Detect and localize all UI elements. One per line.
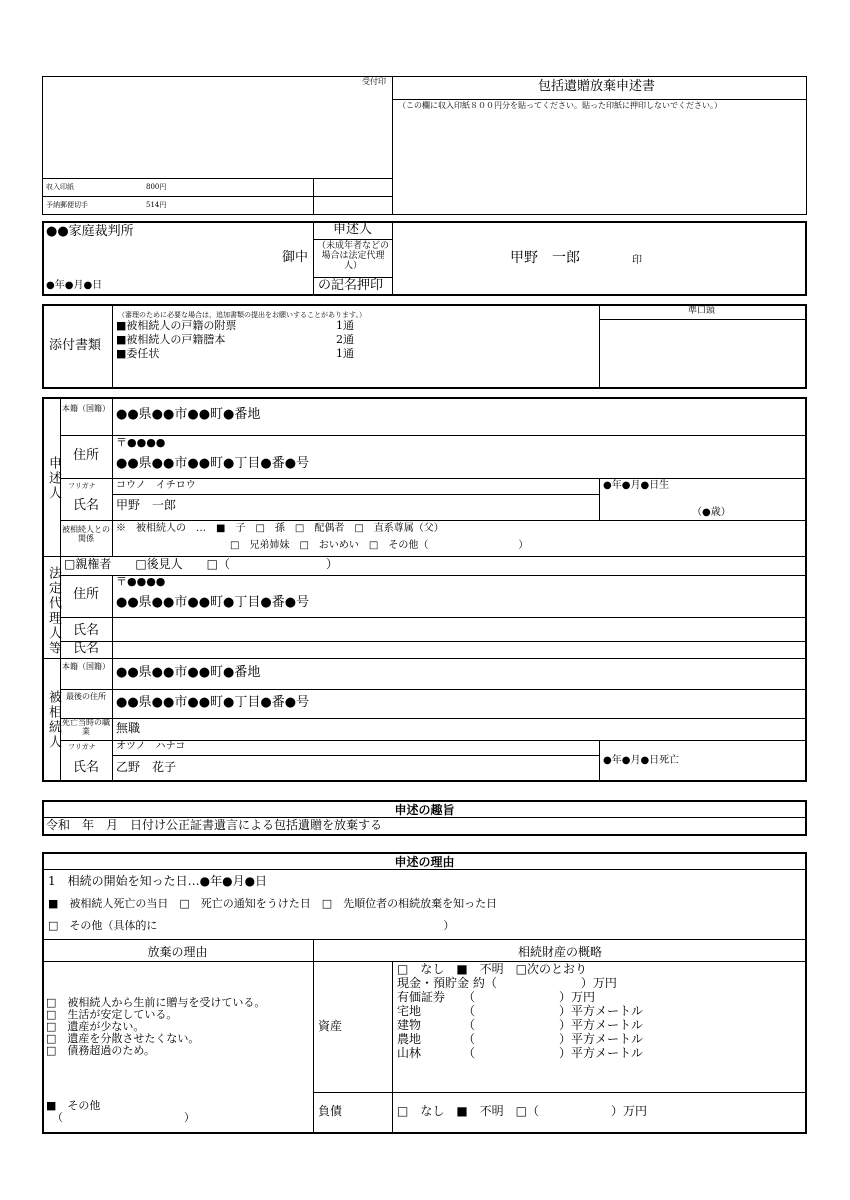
asset-line: 農地 （ ）平方メートル: [397, 1032, 644, 1046]
purpose-text: 令和 年 月 日付け公正証書遺言による包括遺贈を放棄する: [46, 818, 383, 832]
attachment-count: 1通: [336, 347, 354, 360]
address-label: 住所: [73, 448, 100, 463]
debt-label: 負債: [318, 1104, 343, 1118]
attachment-count: 1通: [336, 319, 354, 332]
reason-line-2: ■ 被相続人死亡の当日 □ 死亡の通知をうけた日 □ 先順位者の相続放棄を知った日: [48, 897, 498, 910]
furigana-label: フリガナ: [68, 482, 96, 490]
junkoto-label: 準口頭: [688, 306, 716, 316]
legal-options: □親権者 □後見人 □（ ）: [64, 557, 339, 571]
deceased-name-label: 氏名: [73, 760, 100, 775]
postage-value: 514円: [146, 201, 167, 209]
court-section: [42, 221, 807, 296]
seal-mark: 印: [632, 255, 642, 266]
applicant-furigana: コウノ イチロウ: [116, 480, 196, 491]
reason-heading: 申述の理由: [394, 855, 455, 869]
asset-label: 資産: [318, 1019, 343, 1033]
legal-side-label: 法定代理人等: [46, 566, 61, 656]
applicant-age: （●歳）: [692, 507, 731, 518]
filing-date: ●年●月●日: [46, 280, 103, 291]
attachments-label: 添付書類: [49, 338, 102, 353]
renounce-reason-item: □ 被相続人から生前に贈与を受けている。: [46, 996, 266, 1009]
attachment-item: ■被相続人の戸籍の附票: [116, 319, 237, 332]
applicant-note: （未成年者などの場合は法定代理人）: [316, 241, 389, 271]
deceased-death-date: ●年●月●日死亡: [603, 755, 680, 766]
name-label: 氏名: [73, 498, 100, 513]
revenue-stamp-value: 800円: [146, 183, 167, 191]
renounce-reason-item: □ 債務超過のため。: [46, 1044, 155, 1057]
job-label: 死亡当時の職業: [62, 718, 110, 736]
debt-line: □ なし ■ 不明 □（ ）万円: [397, 1104, 648, 1118]
renounce-reason-item: □ 遺産を分散させたくない。: [46, 1032, 200, 1045]
document-title: 包括遺贈放棄申述書: [538, 79, 656, 94]
parties-section: [42, 397, 807, 782]
applicant-signed-name: 甲野 一郎: [510, 250, 580, 266]
postage-label: 予納郵便切手: [46, 201, 88, 209]
attachment-count: 2通: [336, 333, 354, 346]
renounce-reason-other-paren: （ ）: [52, 1111, 195, 1124]
deceased-furigana-label: フリガナ: [68, 743, 96, 751]
deceased-job: 無職: [116, 721, 141, 735]
renounce-reason-item: □ 遺産が少ない。: [46, 1020, 145, 1033]
renounce-reason-item: □ 生活が安定している。: [46, 1008, 178, 1021]
renounce-reason-heading: 放棄の理由: [147, 945, 208, 959]
legal-address-label: 住所: [73, 587, 100, 602]
deceased-side-label: 被相続人: [46, 690, 61, 750]
relation-line-1: ※ 被相続人の … ■ 子 □ 孫 □ 配偶者 □ 直系尊属（父）: [116, 523, 444, 534]
attachments-note: （審理のために必要な場合は，追加書類の提出をお願いすることがあります。）: [118, 311, 366, 319]
court-name: ●●家庭裁判所: [46, 224, 134, 239]
relation-label: 被相続人との関係: [62, 525, 110, 543]
stamp-note: （この欄に収入印紙８００円分を貼ってください。貼った印紙に押印しないでください。）: [398, 101, 722, 110]
legal-name-label-2: 氏名: [73, 641, 100, 656]
estate-summary-heading: 相続財産の概略: [517, 945, 602, 959]
legal-name-label-1: 氏名: [73, 623, 100, 638]
applicant-side-label: 申述人: [46, 456, 61, 501]
onchu: 御中: [282, 250, 309, 265]
deceased-last-address: ●●県●●市●●町●丁目●番●号: [116, 695, 310, 710]
revenue-stamp-label: 収入印紙: [46, 183, 74, 191]
renounce-reason-other: ■ その他: [46, 1099, 101, 1112]
applicant-name: 甲野 一郎: [116, 498, 177, 512]
asset-line: □ なし ■ 不明 □次のとおり: [397, 962, 588, 976]
applicant-zip: 〒●●●●: [116, 436, 166, 449]
asset-line: 建物 （ ）平方メートル: [397, 1018, 644, 1032]
asset-line: 宅地 （ ）平方メートル: [397, 1004, 644, 1018]
applicant-heading: 申述人: [333, 222, 373, 237]
applicant-address: ●●県●●市●●町●丁目●番●号: [116, 456, 310, 471]
reason-line-1: 1 相続の開始を知った日…●年●月●日: [48, 874, 268, 888]
top-section: [42, 76, 807, 215]
legal-address: ●●県●●市●●町●丁目●番●号: [116, 595, 310, 610]
deceased-furigana: オツノ ハナコ: [116, 741, 186, 752]
sign-label: の記名押印: [318, 278, 384, 293]
last-address-label: 最後の住所: [66, 692, 106, 701]
asset-line: 山林 （ ）平方メートル: [397, 1046, 644, 1060]
honseki-label: 本籍（国籍）: [62, 404, 110, 413]
relation-line-2: □ 兄弟姉妹 □ おいめい □ その他（ ）: [230, 540, 529, 551]
applicant-birth: ●年●月●日生: [603, 480, 670, 491]
deceased-honseki: ●●県●●市●●町●番地: [116, 665, 261, 680]
asset-line: 有価証券 （ ）万円: [397, 990, 596, 1004]
legal-zip: 〒●●●●: [116, 575, 166, 588]
reason-line-3: □ その他（具体的に ）: [48, 919, 455, 932]
deceased-honseki-label: 本籍（国籍）: [62, 662, 110, 671]
asset-line: 現金・預貯金 約（ ）万円: [397, 976, 617, 990]
applicant-honseki: ●●県●●市●●町●番地: [116, 407, 261, 422]
uketsuke-label: 受付印: [362, 77, 386, 86]
attachment-item: ■委任状: [116, 347, 160, 360]
deceased-name: 乙野 花子: [116, 760, 177, 774]
attachment-item: ■被相続人の戸籍謄本: [116, 333, 226, 346]
purpose-heading: 申述の趣旨: [394, 803, 455, 817]
